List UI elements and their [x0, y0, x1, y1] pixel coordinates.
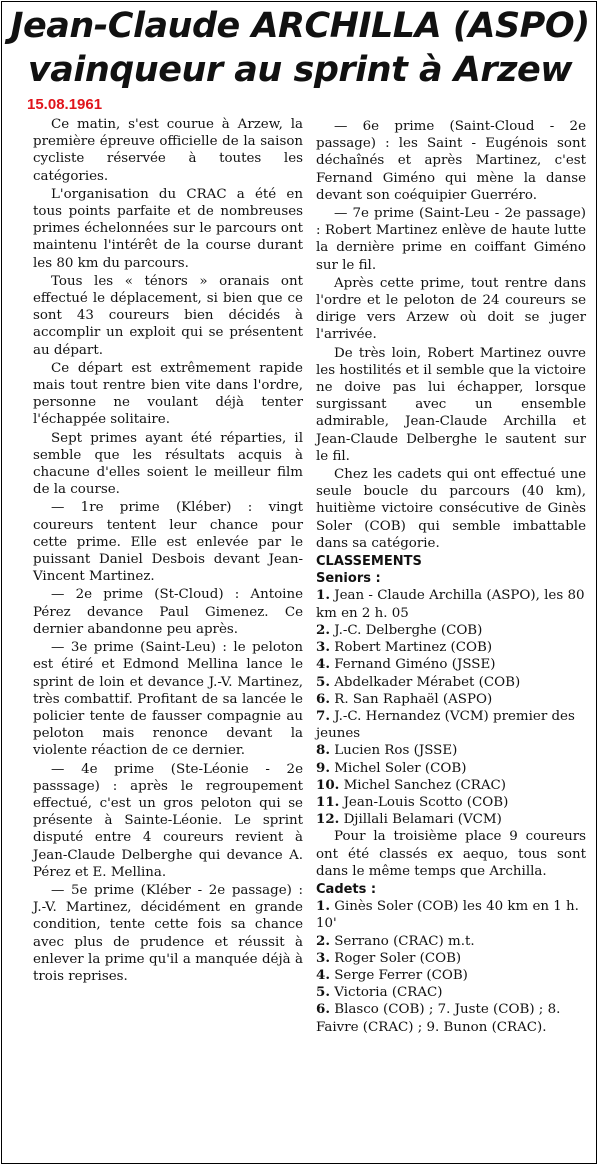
paragraph-prime-2: — 2e prime (St-Cloud) : Antoine Pérez devance Paul Gimenez. Ce dernier abandonne peu après. [33, 587, 303, 637]
paragraph: Ce matin, s'est courue à Arzew, la première épreuve officielle de la saison cycliste réservée à toutes les catégories. [33, 117, 303, 184]
ex-aequo-note: Pour la troisième place 9 coureurs ont été classés ex aequo, tous sont dans le même temps que Archilla. [316, 829, 586, 879]
seniors-heading: Seniors : [316, 571, 381, 587]
paragraph: Ce départ est extrêmement rapide mais tout rentre bien vite dans l'ordre, personne ne voulant déjà tenter l'échappée solitaire. [33, 360, 303, 428]
left-column [33, 116, 303, 986]
ranking-item: 3. Robert Martinez (COB) [316, 639, 493, 656]
paragraph-cadets: Chez les cadets qui ont effectué une seule boucle du parcours (40 km), huitième victoire consécutive de Ginès Soler (COB) qui semble imbattable dans sa catégorie. [316, 467, 586, 551]
publication-date: 15.08.1961 [27, 96, 103, 113]
ranking-item: 7. J.-C. Hernandez (VCM) premier des jeunes [316, 707, 575, 742]
paragraph: L'organisation du CRAC a été en tous points parfaite et de nombreuses primes échelonnées sur le parcours ont maintenu l'intérêt de la course durant les 80 km du parcours. [33, 186, 303, 271]
ranking-item: 12. Djillali Belamari (VCM) [316, 811, 502, 828]
ranking-item: 5. Abdelkader Mérabet (COB) [316, 673, 521, 690]
headline-line-1: Jean-Claude ARCHILLA (ASPO) [10, 6, 590, 46]
ranking-item: 11. Jean-Louis Scotto (COB) [316, 793, 509, 810]
headline-line-2: vainqueur au sprint à Arzew [27, 50, 573, 90]
ranking-item: 1. Jean - Claude Archilla (ASPO), les 80 km en 2 h. 05 [316, 587, 585, 621]
ranking-item: 9. Michel Soler (COB) [316, 759, 467, 776]
paragraph: Sept primes ayant été réparties, il semble que les résultats acquis à chacune d'elles soient le meilleur film de la course. [33, 430, 303, 498]
right-column [316, 118, 586, 1036]
ranking-item: 6. R. San Raphaël (ASPO) [316, 690, 493, 707]
seniors-ranking [316, 587, 586, 828]
paragraph: De très loin, Robert Martinez ouvre les hostilités et il semble que la victoire ne doive pas lui échapper, lorsque surgissant avec un ensemble admirable, Jean-Claude Archilla et Jean-Claude Delberghe le sautent sur le fil. [316, 345, 586, 464]
ranking-item: 2. Serrano (CRAC) m.t. [316, 932, 475, 949]
classements-heading: CLASSEMENTS [316, 554, 422, 570]
paragraph: Tous les « ténors » oranais ont effectué le déplacement, si bien que ce sont 43 coureurs bien décidés à accomplir un exploit qui se présentent au départ. [33, 273, 303, 358]
paragraph-prime-1: — 1re prime (Kléber) : vingt coureurs tentent leur chance pour cette prime. Elle est enlevée par le puissant Daniel Desbois devant Jean-Vincent Martinez. [33, 500, 303, 585]
ranking-item: 10. Michel Sanchez (CRAC) [316, 776, 506, 793]
paragraph-prime-4: — 4e prime (Ste-Léonie - 2e passsage) : après le regroupement effectué, c'est un gros peloton qui se présente à Sainte-Léonie. Le sprint disputé entre 4 coureurs revient à Jean-Claude Delberghe qui devance A. Pérez et E. Mellina. [33, 761, 303, 880]
ranking-item: 1. Ginès Soler (COB) les 40 km en 1 h. 10' [316, 898, 579, 932]
paragraph: Après cette prime, tout rentre dans l'ordre et le peloton de 24 coureurs se dirige vers Arzew où doit se juger l'arrivée. [316, 275, 586, 343]
paragraph-prime-3: — 3e prime (Saint-Leu) : le peloton est étiré et Edmond Mellina lance le sprint de loin et devance J.-V. Martinez, très combattif. Profitant de sa lancée le policier tente de fausser compagnie au peloton mais renonce devant la violente réaction de ce dernier. [33, 640, 303, 759]
ranking-item: 6. Blasco (COB) ; 7. Juste (COB) ; 8. Faivre (CRAC) ; 9. Bunon (CRAC). [316, 1001, 561, 1035]
ranking-item: 4. Serge Ferrer (COB) [316, 966, 468, 983]
ranking-item: 2. J.-C. Delberghe (COB) [316, 621, 483, 638]
paragraph-prime-7: — 7e prime (Saint-Leu - 2e passage) : Robert Martinez enlève de haute lutte la dernière prime en coiffant Giméno sur le fil. [316, 206, 586, 273]
ranking-item: 8. Lucien Ros (JSSE) [316, 742, 458, 759]
paragraph-prime-6: — 6e prime (Saint-Cloud - 2e passage) : les Saint - Eugénois sont déchaînés et après Martinez, c'est Fernand Giméno qui mène la danse devant son coéquipier Guerréro. [316, 119, 586, 203]
ranking-item: 5. Victoria (CRAC) [316, 984, 443, 1001]
paragraph-prime-5: — 5e prime (Kléber - 2e passage) : J.-V. Martinez, décidément en grande condition, tente cette fois sa chance avec plus de prudence et réussit à enlever la prime qu'il a manquée déjà à trois reprises. [33, 882, 303, 984]
ranking-item: 4. Fernand Giméno (JSSE) [316, 656, 496, 673]
ranking-item: 3. Roger Soler (COB) [316, 949, 462, 966]
cadets-ranking [316, 898, 586, 1036]
cadets-heading: Cadets : [316, 881, 377, 897]
